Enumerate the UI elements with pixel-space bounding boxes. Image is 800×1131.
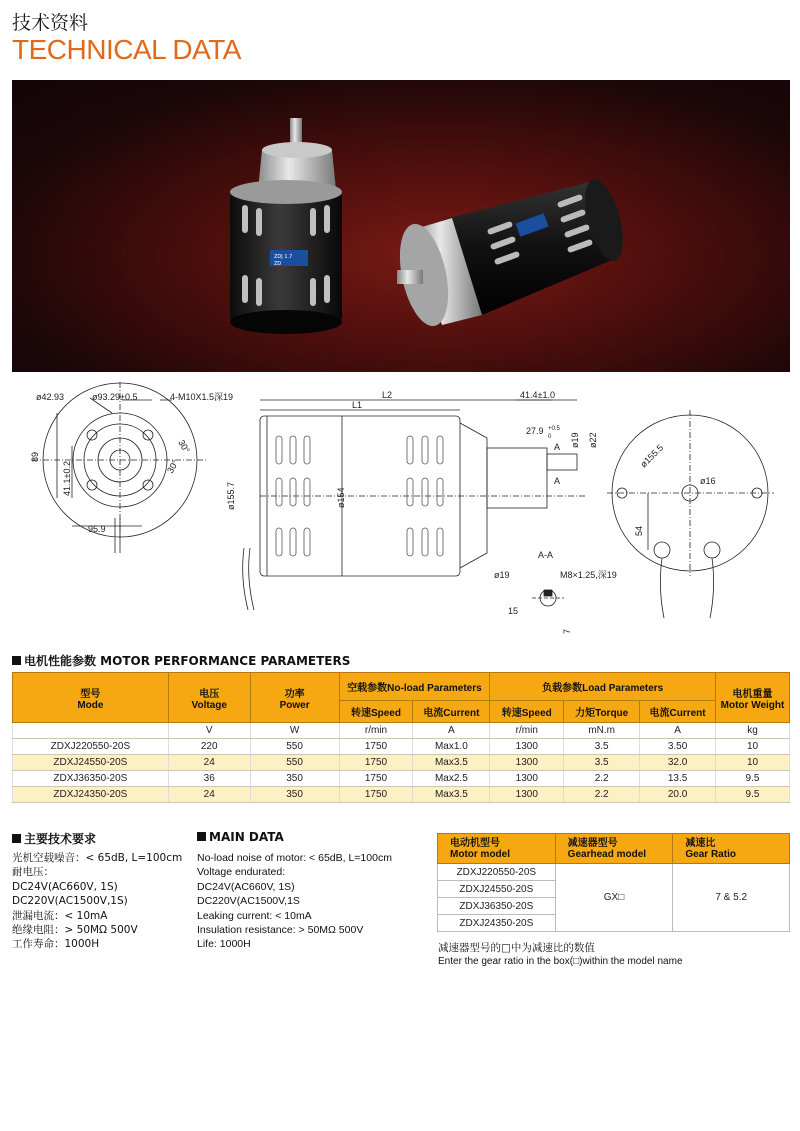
dim-15: 15 (508, 606, 519, 616)
dim-a-a: A-A (538, 550, 554, 560)
side-view (226, 390, 598, 610)
dim-41: 41.1±0.2 (62, 461, 72, 496)
technical-drawing (12, 378, 790, 640)
front-view (30, 382, 233, 553)
gear-note-en: Enter the gear ratio in the box(□)within the model name (438, 956, 683, 967)
dim-7: 7 (562, 628, 572, 634)
section-aa (494, 550, 617, 634)
performance-table (12, 672, 790, 803)
dim-27-9-tol: +0.5 (548, 426, 560, 432)
th-current-2: 电流Current (640, 701, 716, 723)
gear-note-cn: 减速器型号的□中为减速比的数值 (438, 942, 595, 954)
dim-95: 95.9 (88, 524, 106, 534)
req-cn-title: 主要技术要求 (12, 830, 96, 847)
rear-view (607, 410, 774, 618)
page-title-en: TECHNICAL DATA (12, 34, 241, 65)
th-gear-ratio: 减速比 Gear Ratio (673, 834, 790, 864)
dim-30b: 30° (165, 458, 181, 475)
dim-a-top: A (554, 442, 561, 452)
req-en-list: No-load noise of motor: < 65dB, L=100cm Voltage endurated: DC24V(AC660V, 1S) DC220V(AC1500V,1S Leaking current: < 10mA Insulation resistance: > 50MΩ 500V Life: 1000H (197, 852, 392, 951)
th-current-1: 电流Current (413, 701, 490, 723)
dim-a-bottom: A (554, 476, 561, 486)
dim-d154: ø154 (336, 487, 346, 508)
photo-label-1: ZDJ 1.7 (274, 254, 293, 260)
perf-section-title: 电机性能参数 MOTOR PERFORMANCE PARAMETERS (12, 652, 350, 669)
product-photo (12, 80, 790, 372)
dim-l1: L1 (352, 400, 363, 410)
table-row: ZDXJ24550-20S (438, 881, 790, 898)
page-title-cn: 技术资料 (12, 12, 89, 34)
dim-l2: L2 (382, 390, 393, 400)
th-motor-model: 电动机型号 Motor model (438, 834, 556, 864)
motor-vertical (230, 118, 342, 334)
dim-89: 89 (30, 451, 40, 462)
table-row: ZDXJ24350-20S (438, 915, 790, 932)
dim-d16: ø16 (700, 476, 716, 486)
th-torque: 力矩Torque (564, 701, 640, 723)
table-row: ZDXJ36350-20S 36 350 1750 Max2.5 1300 2.2 13.5 9.5 (13, 771, 790, 787)
dim-27-9-tol0: 0 (548, 434, 552, 440)
motor-horizontal (392, 175, 631, 330)
dim-d42: ø42.93 (36, 392, 65, 402)
dim-27-9: 27.9 (526, 426, 544, 436)
th-gearhead-model: 减速器型号 Gearhead model (555, 834, 673, 864)
table-row: ZDXJ24350-20S 24 350 1750 Max3.5 1300 2.2 20.0 9.5 (13, 787, 790, 803)
th-speed-2: 转速Speed (490, 701, 564, 723)
table-row: ZDXJ24550-20S 24 550 1750 Max3.5 1300 3.5 32.0 10 (13, 755, 790, 771)
table-row: ZDXJ220550-20S 220 550 1750 Max1.0 1300 3.5 3.50 10 (13, 739, 790, 755)
dim-30a: 30° (176, 438, 192, 455)
ratio-cell: 7 & 5.2 (673, 864, 790, 932)
photo-label-2: ZD (274, 261, 282, 267)
dim-m8: M8×1.25,深19 (560, 570, 617, 580)
dim-54: 54 (634, 525, 644, 536)
dim-aa-d19: ø19 (494, 570, 510, 580)
req-en-title: MAIN DATA (197, 830, 284, 844)
dim-41-4: 41.4±1.0 (520, 390, 555, 400)
gear-table (437, 833, 790, 932)
units-row: V W r/min A r/min mN.m A kg (13, 723, 790, 739)
th-noload: 空载参数No-load Parameters (339, 673, 490, 701)
table-row: ZDXJ220550-20S GX□ 7 & 5.2 (438, 864, 790, 881)
th-power: 功率 Power (250, 673, 339, 723)
gearhead-cell: GX□ (555, 864, 673, 932)
th-load: 负载参数Load Parameters (490, 673, 716, 701)
th-model: 型号 Mode (13, 673, 169, 723)
th-speed-1: 转速Speed (339, 701, 413, 723)
dim-d19: ø19 (570, 432, 580, 448)
dim-d155-7: ø155.7 (226, 481, 236, 510)
req-cn-list: 光机空载噪音：< 65dB, L=100cm 耐电压： DC24V(AC660V, 1S) DC220V(AC1500V,1S) 泄漏电流：< 10mA 绝缘电阻：> 50MΩ 500V 工作寿命：1000H (12, 852, 183, 951)
dim-d93: ø93.29±0.5 (92, 392, 138, 402)
dim-d155-5: ø155.5 (638, 442, 666, 470)
th-voltage: 电压 Voltage (168, 673, 250, 723)
th-weight: 电机重量 Motor Weight (716, 673, 790, 723)
table-row: ZDXJ36350-20S (438, 898, 790, 915)
dim-d22: ø22 (588, 432, 598, 448)
dim-m10: 4-M10X1.5深19 (170, 392, 234, 402)
